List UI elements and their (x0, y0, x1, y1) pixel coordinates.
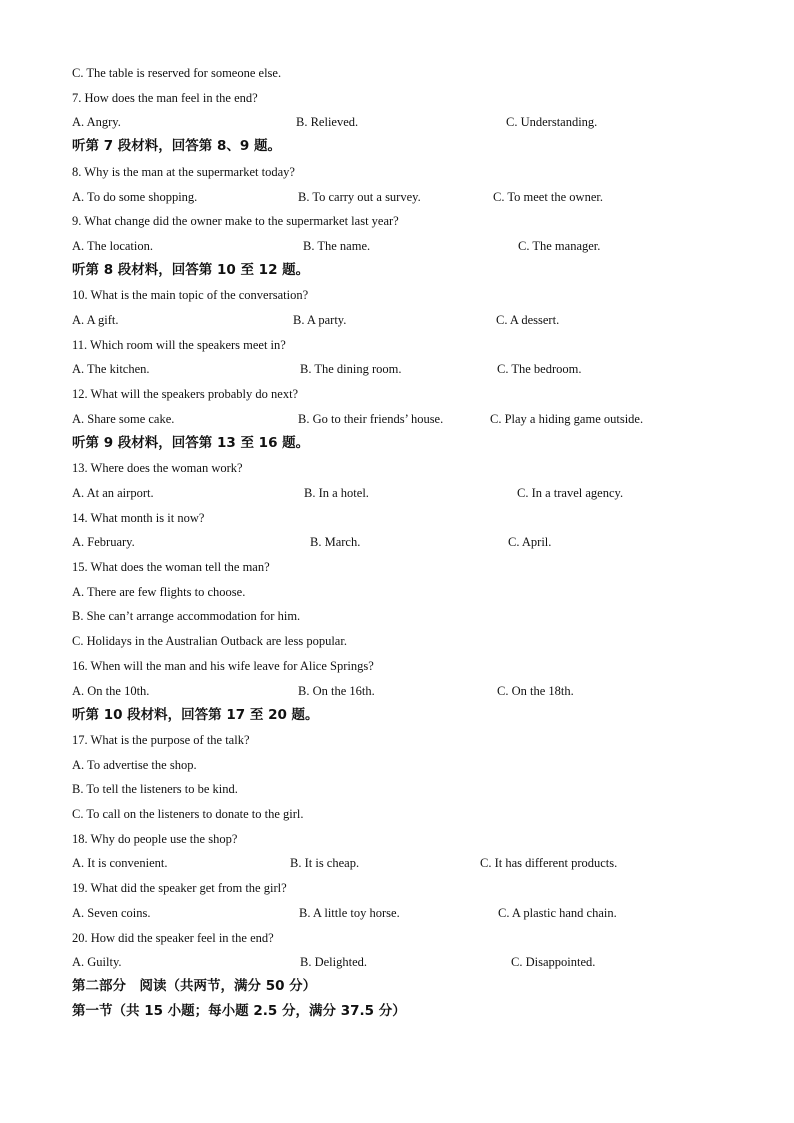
option-10-c: C. A dessert. (496, 313, 560, 327)
option-13-a: A. At an airport. (72, 486, 154, 500)
section-heading-8: 听第 8 段材料，回答第 10 至 12 题。 (72, 262, 310, 278)
section-heading-10: 听第 10 段材料，回答第 17 至 20 题。 (72, 707, 319, 723)
question-10: 10. What is the main topic of the conversation? (72, 288, 309, 302)
option-20-c: C. Disappointed. (511, 955, 596, 969)
option-10-b: B. A party. (293, 313, 347, 327)
option-13-b: B. In a hotel. (304, 486, 369, 500)
option-20-b: B. Delighted. (300, 955, 368, 969)
question-7: 7. How does the man feel in the end? (72, 91, 258, 105)
option-8-b: B. To carry out a survey. (298, 190, 421, 204)
option-12-a: A. Share some cake. (72, 412, 175, 426)
option-14-b: B. March. (310, 535, 361, 549)
option-19-c: C. A plastic hand chain. (498, 906, 617, 920)
option-12-c: C. Play a hiding game outside. (490, 412, 644, 426)
option-18-c: C. It has different products. (480, 856, 618, 870)
option-20-a: A. Guilty. (72, 955, 122, 969)
question-14: 14. What month is it now? (72, 511, 205, 525)
option-13-c: C. In a travel agency. (517, 486, 624, 500)
option-16-c: C. On the 18th. (497, 684, 574, 698)
option-17-b: B. To tell the listeners to be kind. (72, 782, 238, 796)
question-16: 16. When will the man and his wife leave for Alice Springs? (72, 659, 374, 673)
option-11-c: C. The bedroom. (497, 362, 582, 376)
question-12: 12. What will the speakers probably do next? (72, 387, 299, 401)
option-14-a: A. February. (72, 535, 135, 549)
section-heading-7: 听第 7 段材料，回答第 8、9 题。 (72, 138, 281, 154)
question-15: 15. What does the woman tell the man? (72, 560, 270, 574)
question-8: 8. Why is the man at the supermarket today? (72, 165, 295, 179)
question-18: 18. Why do people use the shop? (72, 832, 238, 846)
question-19: 19. What did the speaker get from the girl? (72, 881, 287, 895)
option-19-a: A. Seven coins. (72, 906, 151, 920)
option-17-a: A. To advertise the shop. (72, 758, 197, 772)
option-8-c: C. To meet the owner. (493, 190, 603, 204)
question-9: 9. What change did the owner make to the supermarket last year? (72, 214, 399, 228)
option-18-a: A. It is convenient. (72, 856, 168, 870)
question-17: 17. What is the purpose of the talk? (72, 733, 250, 747)
option-7-c: C. Understanding. (506, 115, 598, 129)
option-9-c: C. The manager. (518, 239, 601, 253)
question-13: 13. Where does the woman work? (72, 461, 243, 475)
option-16-b: B. On the 16th. (298, 684, 375, 698)
option-17-c: C. To call on the listeners to donate to the girl. (72, 807, 304, 821)
section-one-heading: 第一节（共 15 小题；每小题 2.5 分，满分 37.5 分） (72, 1003, 406, 1019)
option-14-c: C. April. (508, 535, 552, 549)
option-6-c: C. The table is reserved for someone else. (72, 66, 282, 80)
option-18-b: B. It is cheap. (290, 856, 360, 870)
option-9-b: B. The name. (303, 239, 371, 253)
option-15-b: B. She can’t arrange accommodation for him. (72, 609, 301, 623)
question-11: 11. Which room will the speakers meet in? (72, 338, 286, 352)
option-7-b: B. Relieved. (296, 115, 359, 129)
option-11-b: B. The dining room. (300, 362, 402, 376)
option-9-a: A. The location. (72, 239, 153, 253)
option-11-a: A. The kitchen. (72, 362, 150, 376)
option-10-a: A. A gift. (72, 313, 119, 327)
section-heading-9: 听第 9 段材料，回答第 13 至 16 题。 (72, 435, 310, 451)
option-15-a: A. There are few flights to choose. (72, 585, 246, 599)
question-20: 20. How did the speaker feel in the end? (72, 931, 274, 945)
option-7-a: A. Angry. (72, 115, 121, 129)
option-8-a: A. To do some shopping. (72, 190, 198, 204)
option-19-b: B. A little toy horse. (299, 906, 400, 920)
option-12-b: B. Go to their friends’ house. (298, 412, 444, 426)
option-15-c: C. Holidays in the Australian Outback are less popular. (72, 634, 347, 648)
option-16-a: A. On the 10th. (72, 684, 150, 698)
part-two-heading: 第二部分 阅读（共两节，满分 50 分） (72, 978, 317, 994)
